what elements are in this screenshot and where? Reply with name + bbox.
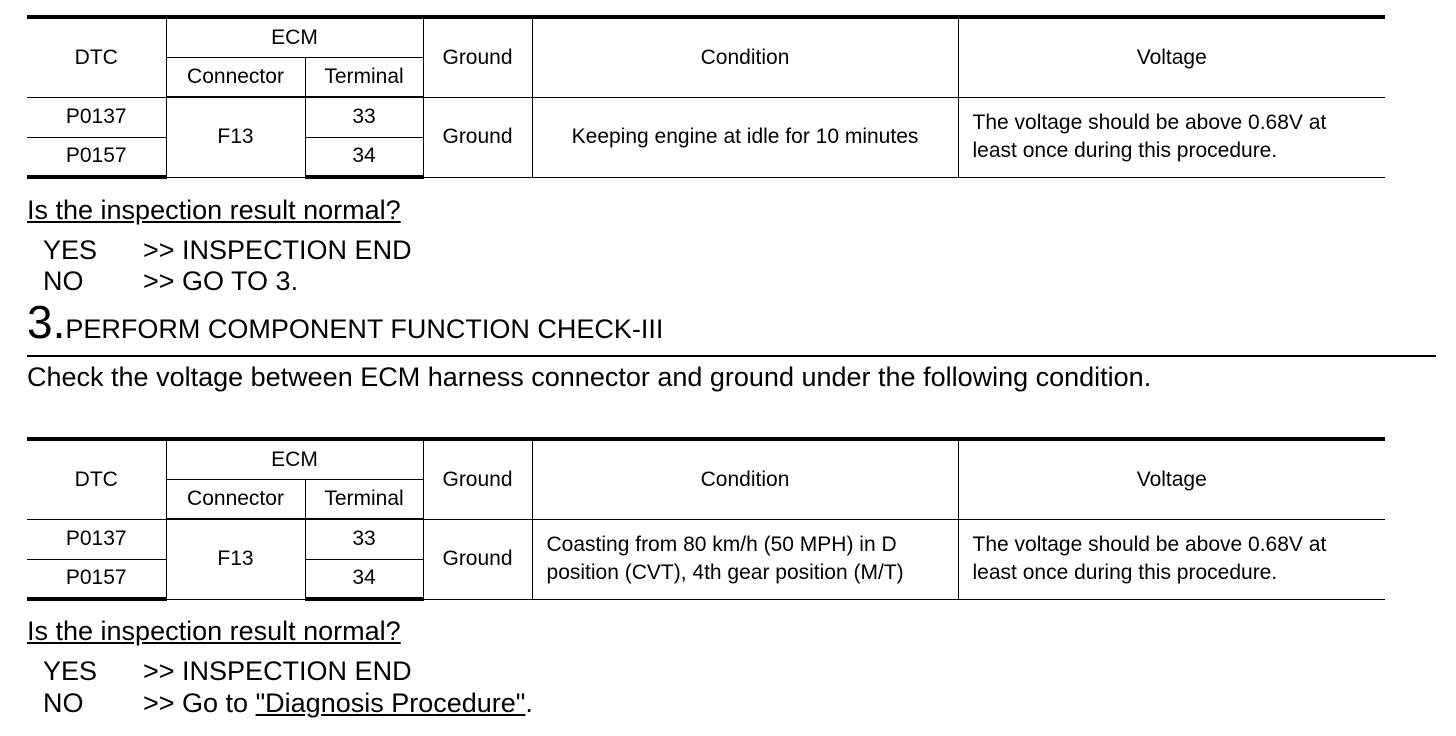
header-ground: Ground — [423, 17, 532, 97]
header-ground: Ground — [423, 439, 532, 519]
condition-line-2: position (CVT), 4th gear position (M/T) — [546, 561, 904, 584]
answer-label: NO — [43, 266, 84, 296]
terminal-cell: 34 — [305, 137, 423, 177]
voltage-check-table-2 — [27, 437, 1385, 601]
answer-text — [143, 688, 533, 719]
condition-cell: Keeping engine at idle for 10 minutes — [532, 97, 958, 177]
voltage-line-2: least once during this procedure. — [972, 139, 1278, 162]
voltage-line-1: The voltage should be above 0.68V at — [972, 110, 1327, 134]
inspection-question-2: Is the inspection result normal? — [27, 616, 401, 646]
terminal-cell: 33 — [305, 97, 423, 137]
answer-text: >> GO TO 3. — [143, 266, 299, 296]
step-divider — [27, 355, 1436, 357]
ground-cell: Ground — [423, 97, 532, 177]
step-instruction: Check the voltage between ECM harness connector and ground under the following condition. — [27, 362, 1152, 392]
dtc-cell: P0157 — [27, 137, 166, 177]
table-row — [27, 97, 1385, 137]
header-dtc: DTC — [27, 439, 166, 519]
diagnosis-procedure-link[interactable]: "Diagnosis Procedure" — [255, 688, 526, 718]
answer-suffix: . — [525, 688, 533, 718]
dtc-cell: P0157 — [27, 559, 166, 599]
connector-cell: F13 — [166, 97, 305, 177]
header-voltage: Voltage — [958, 17, 1385, 97]
voltage-cell — [958, 97, 1385, 177]
dtc-cell: P0137 — [27, 519, 166, 559]
answer-text: >> INSPECTION END — [143, 235, 412, 265]
voltage-cell — [958, 519, 1385, 599]
header-condition: Condition — [532, 17, 958, 97]
step-title: PERFORM COMPONENT FUNCTION CHECK-III — [65, 314, 664, 344]
dtc-cell: P0137 — [27, 97, 166, 137]
answer-prefix: >> Go to — [143, 688, 256, 718]
header-connector: Connector — [166, 479, 305, 519]
condition-cell — [532, 519, 958, 599]
ground-cell: Ground — [423, 519, 532, 599]
header-voltage: Voltage — [958, 439, 1385, 519]
answer-label: YES — [43, 235, 98, 265]
header-ecm: ECM — [166, 439, 423, 479]
answer-text: >> INSPECTION END — [143, 656, 412, 686]
voltage-check-table-1 — [27, 15, 1385, 179]
header-ecm: ECM — [166, 17, 423, 57]
header-terminal: Terminal — [305, 57, 423, 97]
step-heading — [27, 295, 663, 349]
voltage-line-2: least once during this procedure. — [972, 561, 1278, 584]
answer-label: NO — [43, 688, 84, 718]
header-dtc: DTC — [27, 17, 166, 97]
terminal-cell: 33 — [305, 519, 423, 559]
step-number: 3. — [27, 296, 66, 348]
condition-line-1: Coasting from 80 km/h (50 MPH) in D — [546, 532, 897, 556]
header-terminal: Terminal — [305, 479, 423, 519]
header-condition: Condition — [532, 439, 958, 519]
header-connector: Connector — [166, 57, 305, 97]
table-row — [27, 519, 1385, 559]
inspection-question-1: Is the inspection result normal? — [27, 195, 401, 225]
connector-cell: F13 — [166, 519, 305, 599]
answer-label: YES — [43, 656, 98, 686]
terminal-cell: 34 — [305, 559, 423, 599]
voltage-line-1: The voltage should be above 0.68V at — [972, 532, 1327, 556]
